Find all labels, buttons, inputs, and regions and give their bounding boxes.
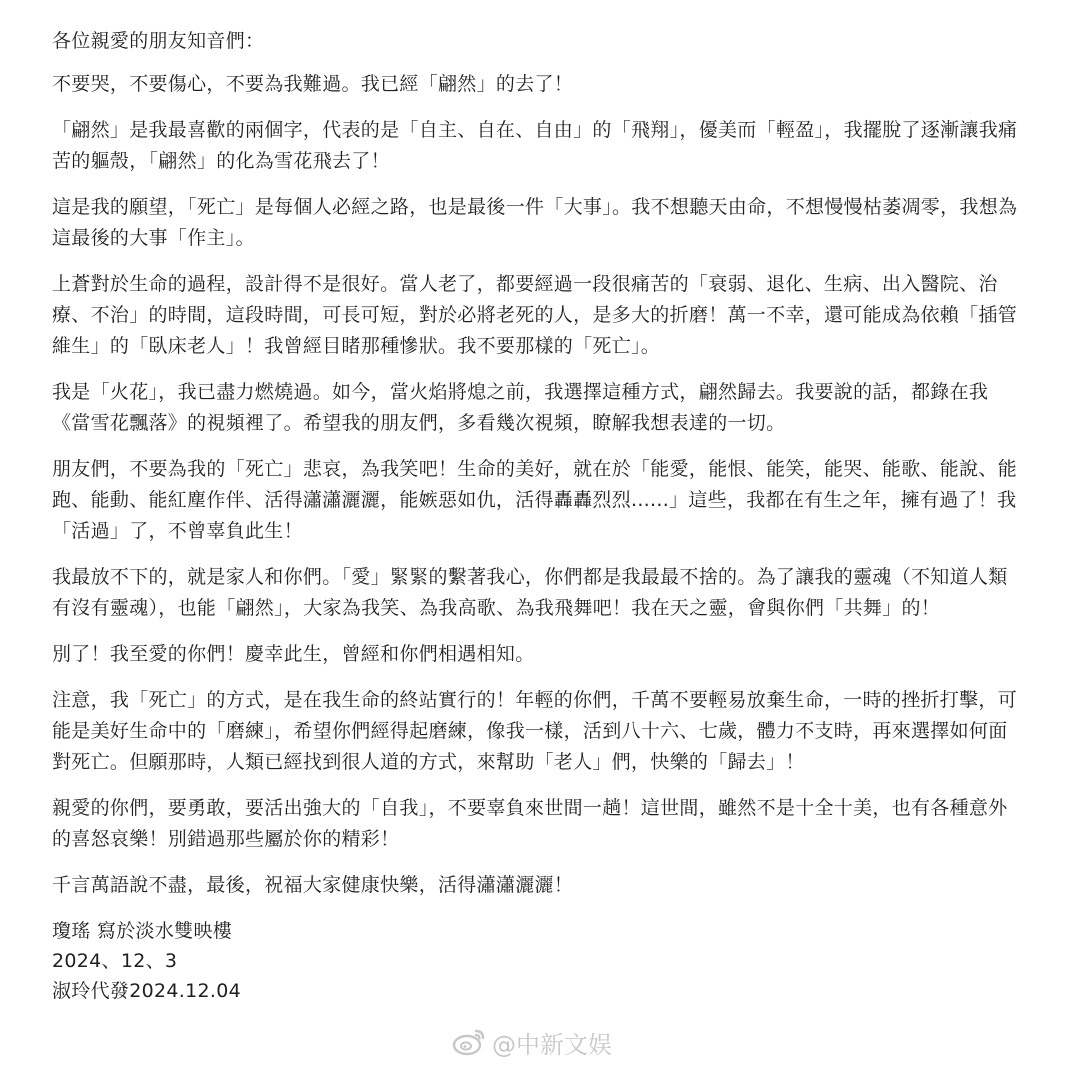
letter-body bbox=[52, 26, 1022, 1006]
letter-paragraph: 「翩然」是我最喜歡的兩個字，代表的是「自主、自在、自由」的「飛翔」，優美而「輕盈」，我擺脫了逐漸讓我痛苦的軀殼，「翩然」的化為雪花飛去了！ bbox=[52, 119, 1018, 172]
letter-paragraph: 上蒼對於生命的過程，設計得不是很好。當人老了，都要經過一段很痛苦的「衰弱、退化、生病、出入醫院、治療、不治」的時間，這段時間，可長可短，對於必將老死的人，是多大的折磨！萬一不幸，還可能成為依賴「插管維生」的「臥床老人」！我曾經目睹那種慘狀。我不要那樣的「死亡」。 bbox=[52, 273, 1018, 357]
letter-paragraph: 這是我的願望，「死亡」是每個人必經之路，也是最後一件「大事」。我不想聽天由命，不想慢慢枯萎凋零，我想為這最後的大事「作主」。 bbox=[52, 196, 1018, 249]
source-watermark bbox=[452, 1024, 612, 1060]
letter-paragraph: 我最放不下的，就是家人和你們。「愛」緊緊的繫著我心，你們都是我最最不捨的。為了讓我的靈魂（不知道人類有沒有靈魂），也能「翩然」，大家為我笑、為我高歌、為我飛舞吧！我在天之靈，會與你們「共舞」的！ bbox=[52, 566, 1008, 619]
letter-paragraph: 不要哭，不要傷心，不要為我難過。我已經「翩然」的去了！ bbox=[52, 73, 574, 95]
signature-author: 瓊瑤 寫於淡水雙映樓 bbox=[52, 920, 233, 942]
letter-paragraph: 我是「火花」，我已盡力燃燒過。如今，當火焰將熄之前，我選擇這種方式，翩然歸去。我要說的話，都錄在我《當雪花飄落》的視頻裡了。希望我的朋友們，多看幾次視頻，瞭解我想表達的一切。 bbox=[52, 381, 989, 434]
letter-paragraph: 親愛的你們，要勇敢，要活出強大的「自我」，不要辜負來世間一趟！這世間，雖然不是十全十美，也有各種意外的喜怒哀樂！別錯過那些屬於你的精彩！ bbox=[52, 797, 1008, 850]
signature-posted-by: 淑玲代發2024.12.04 bbox=[52, 980, 241, 1002]
letter-paragraph: 千言萬語說不盡，最後，祝福大家健康快樂，活得瀟瀟灑灑！ bbox=[52, 874, 574, 896]
letter-salutation: 各位親愛的朋友知音們： bbox=[52, 30, 265, 52]
letter-paragraph: 注意，我「死亡」的方式，是在我生命的終站實行的！年輕的你們，千萬不要輕易放棄生命，一時的挫折打擊，可能是美好生命中的「磨練」，希望你們經得起磨練，像我一樣，活到八十六、七歲，體力不支時，再來選擇如何面對死亡。但願那時，人類已經找到很人道的方式，來幫助「老人」們，快樂的「歸去」！ bbox=[52, 689, 1018, 773]
letter-paragraph: 別了！我至愛的你們！慶幸此生，曾經和你們相遇相知。 bbox=[52, 643, 535, 665]
weibo-icon bbox=[452, 1028, 486, 1056]
signature-date: 2024、12、3 bbox=[52, 950, 178, 972]
letter-signature bbox=[52, 916, 1022, 1006]
watermark-text: @中新文娱 bbox=[492, 1030, 612, 1059]
letter-paragraph: 朋友們，不要為我的「死亡」悲哀，為我笑吧！生命的美好，就在於「能愛，能恨、能笑，能哭、能歌、能說、能跑、能動、能紅塵作伴、活得瀟瀟灑灑，能嫉惡如仇，活得轟轟烈烈......」這些，我都在有生之年，擁有過了！我「活過」了，不曾辜負此生！ bbox=[52, 458, 1018, 542]
